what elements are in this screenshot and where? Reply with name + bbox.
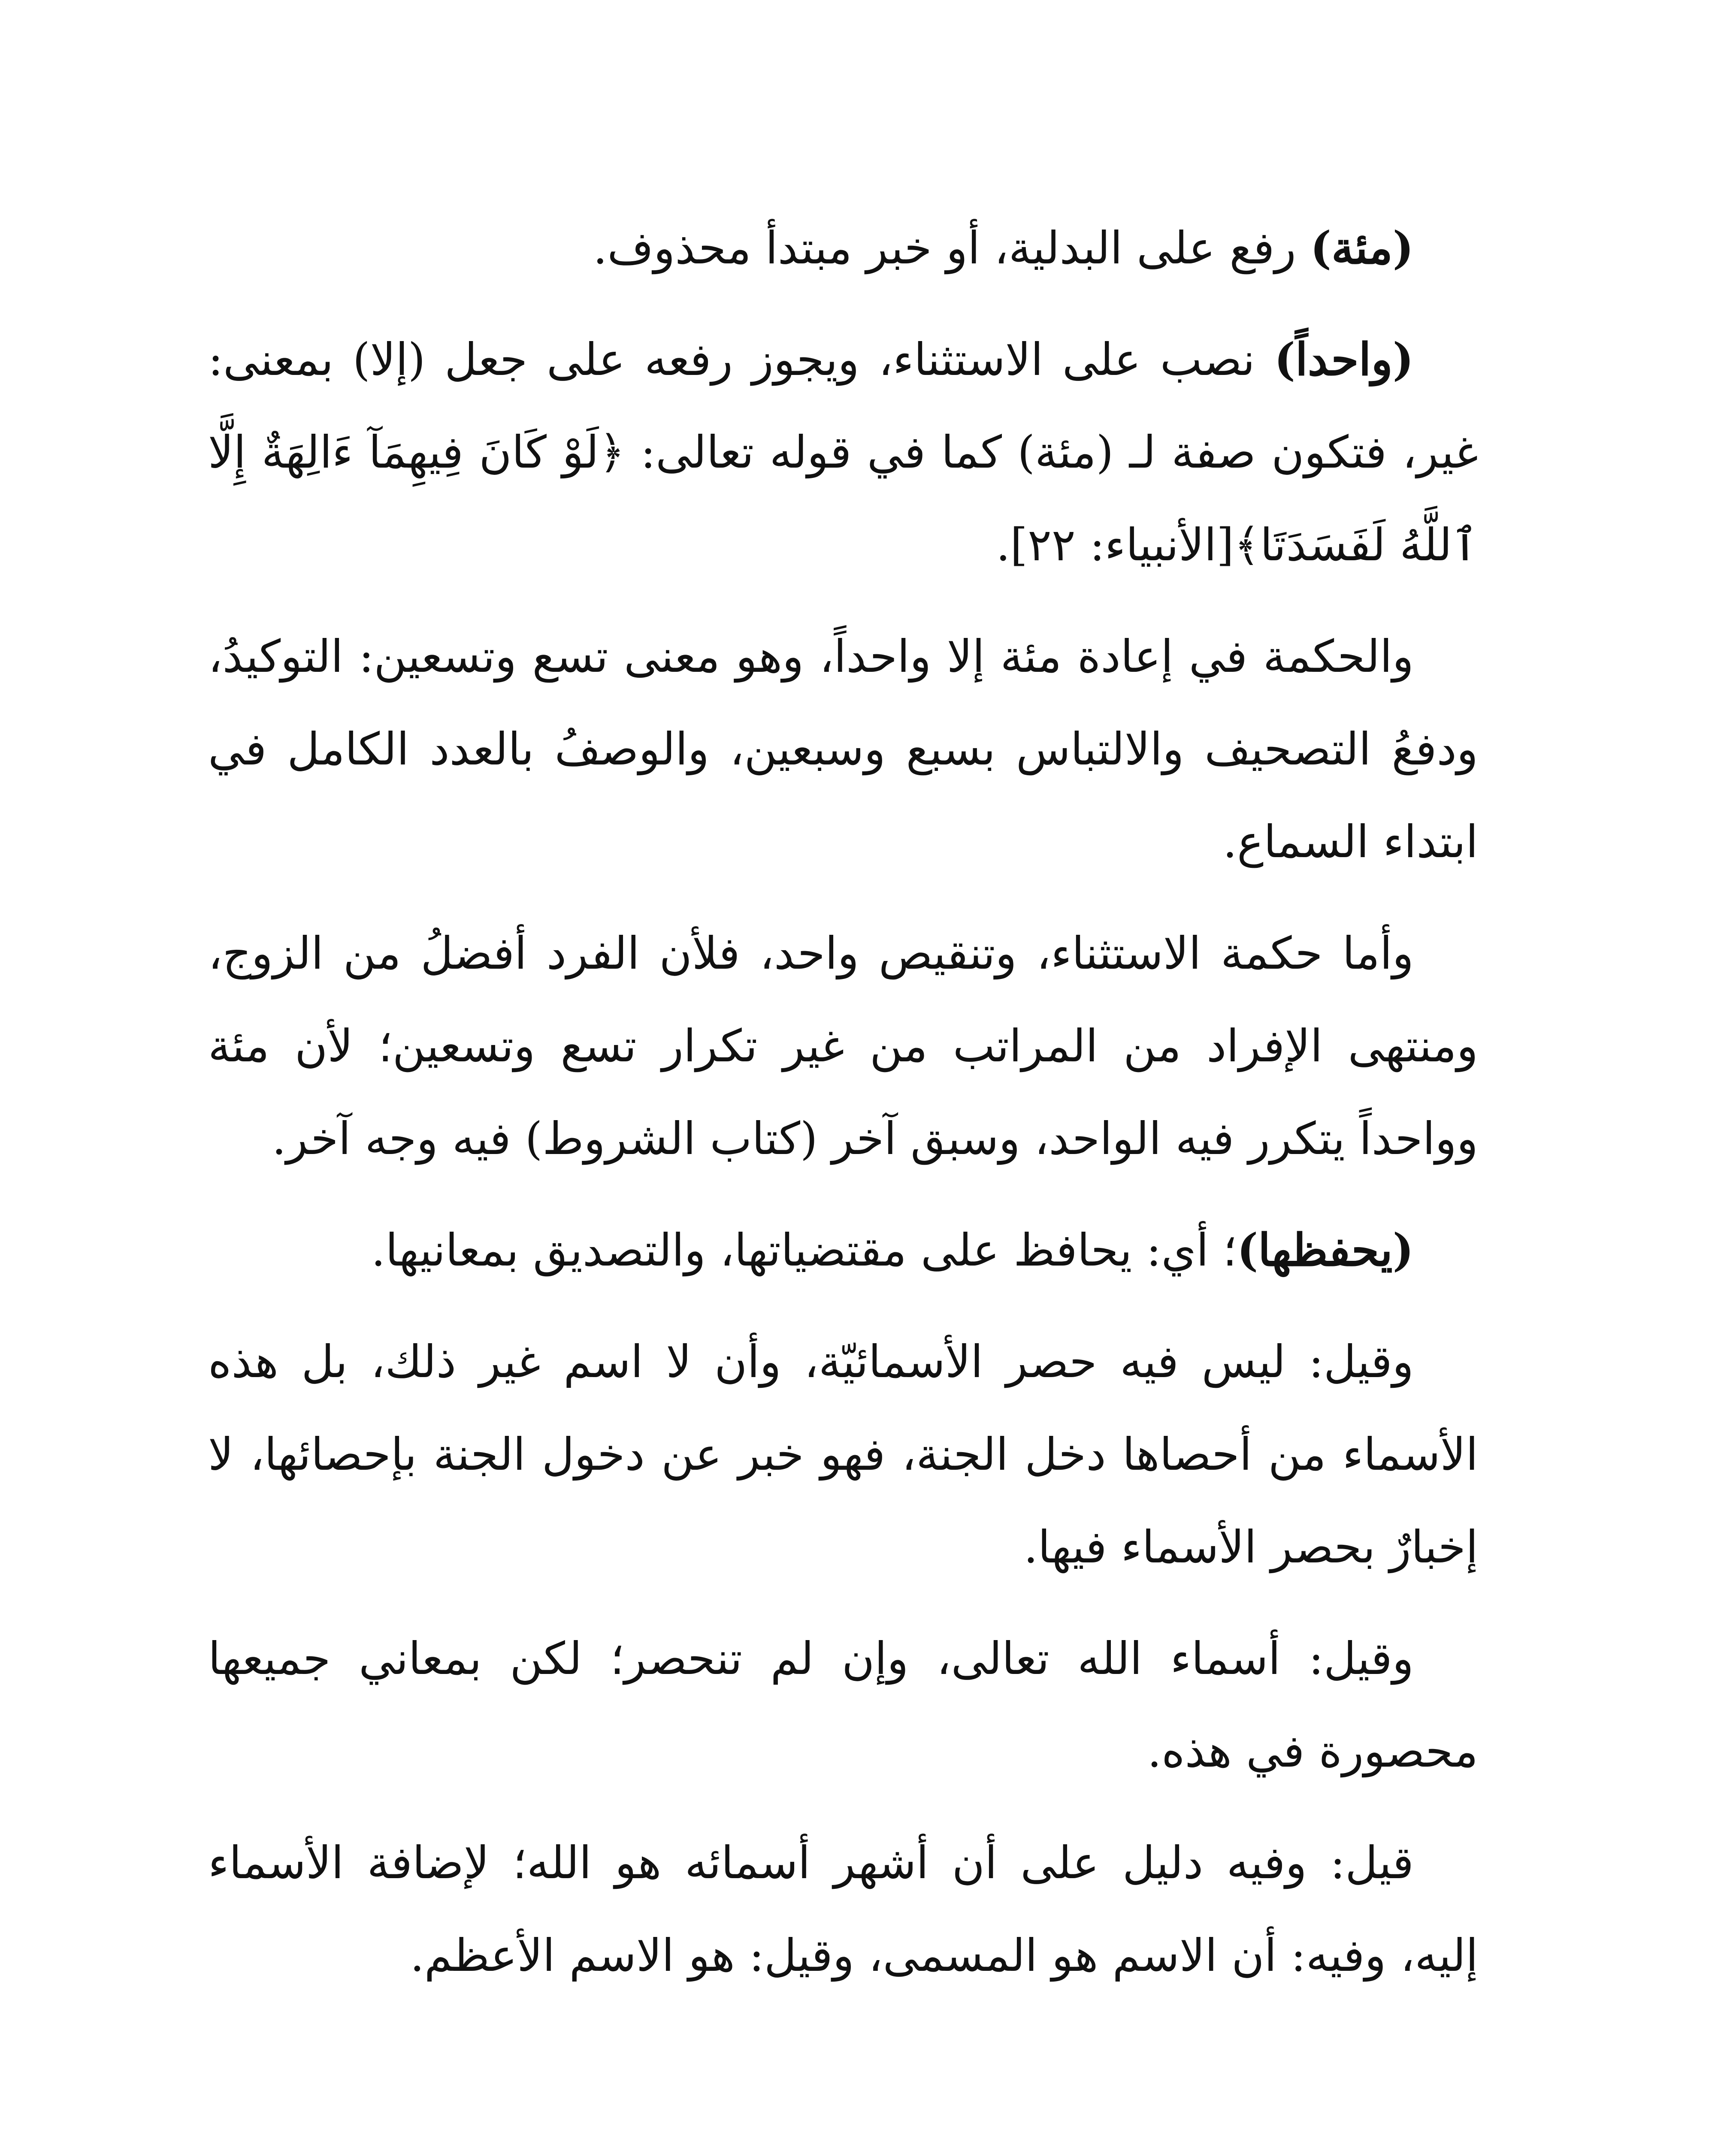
paragraph-8-text: قيل: وفيه دليل على أن أشهر أسمائه هو الله؛ لإضافة الأسماء إليه، وفيه: أن الاسم هو المسمى، وقيل: هو الاسم الأعظم.	[208, 1837, 1478, 1982]
term-wahidan: (واحداً)	[1274, 333, 1414, 386]
verse-citation: [الأنبياء: ٢٢].	[996, 519, 1234, 571]
paragraph-7-text: وقيل: أسماء الله تعالى، وإن لم تنحصر؛ لكن بمعاني جميعها محصورة في هذه.	[208, 1632, 1478, 1777]
term-yahfazuha: (يحفظها)	[1237, 1224, 1414, 1276]
paragraph-6-text: وقيل: ليس فيه حصر الأسمائيّة، وأن لا اسم غير ذلك، بل هذه الأسماء من أحصاها دخل الجنة، فهو خبر عن دخول الجنة بإحصائها، لا إخبارٌ بحصر الأسماء فيها.	[208, 1335, 1478, 1573]
quran-verse: ﴿لَوْ كَانَ فِيهِمَآ ءَالِهَةٌ إِلَّا ٱللَّهُ لَفَسَدَتَا﴾	[208, 426, 1478, 571]
paragraph-7	[208, 1612, 1478, 1798]
paragraph-5	[208, 1204, 1478, 1296]
term-mia: (مئة)	[1310, 221, 1414, 274]
paragraph-3	[208, 610, 1478, 888]
paragraph-5-text: ؛ أي: يحافظ على مقتضياتها، والتصديق بمعانيها.	[371, 1224, 1237, 1276]
paragraph-4	[208, 907, 1478, 1185]
paragraph-3-text: والحكمة في إعادة مئة إلا واحداً، وهو معنى تسع وتسعين: التوكيدُ، ودفعُ التصحيف والالتباس بسبع وسبعين، والوصفُ بالعدد الكامل في ابتداء السماع.	[208, 630, 1478, 868]
paragraph-2	[208, 313, 1478, 591]
paragraph-1-text: رفع على البدلية، أو خبر مبتدأ محذوف.	[593, 222, 1310, 274]
paragraph-2-text: نصب على الاستثناء، ويجوز رفعه على جعل (إلا) بمعنى: غير، فتكون صفة لـ (مئة) كما في قوله تعالى:	[208, 333, 1478, 478]
paragraph-4-text: وأما حكمة الاستثناء، وتنقيص واحد، فلأن الفرد أفضلُ من الزوج، ومنتهى الإفراد من المراتب من غير تكرار تسع وتسعين؛ لأن مئة وواحداً يتكرر فيه الواحد، وسبق آخر (كتاب الشروط) فيه وجه آخر.	[208, 927, 1478, 1165]
page-body	[208, 202, 1478, 2021]
paragraph-6	[208, 1315, 1478, 1593]
paragraph-8	[208, 1816, 1478, 2002]
paragraph-1	[208, 202, 1478, 294]
